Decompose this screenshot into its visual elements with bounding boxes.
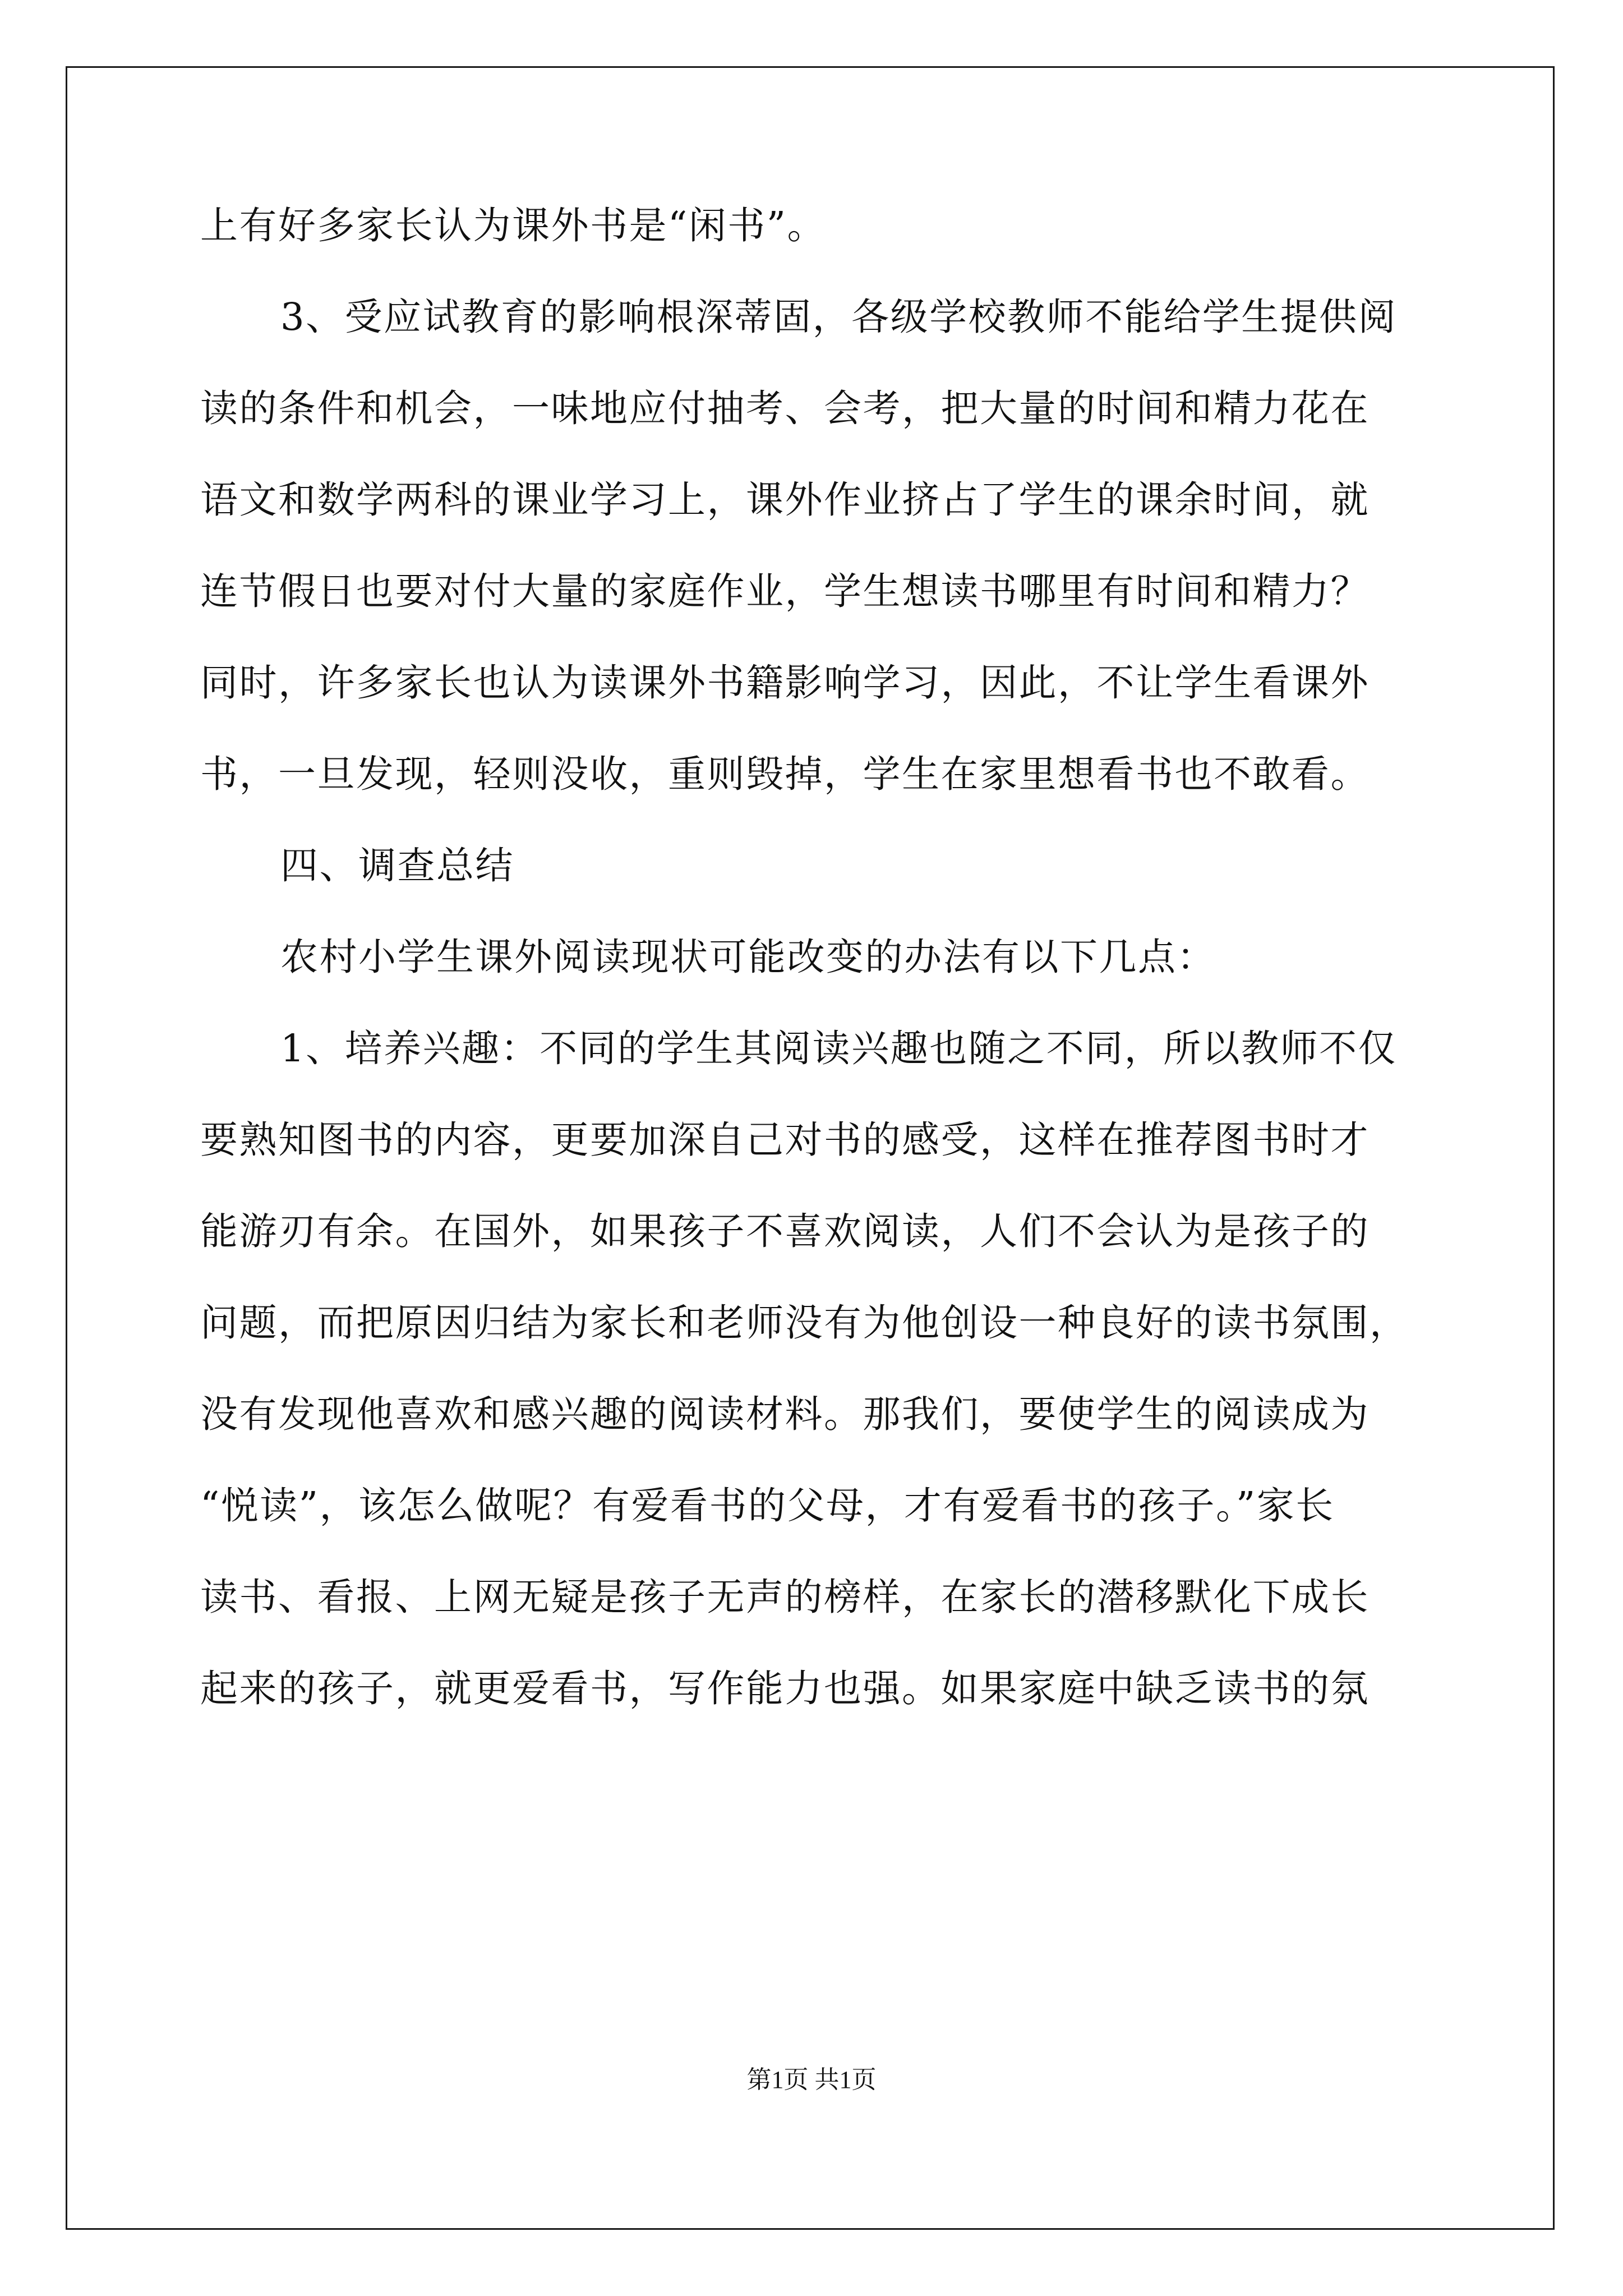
paragraph-line: 要熟知图书的内容，更要加深自己对书的感受，这样在推荐图书时才 (200, 1118, 1370, 1162)
paragraph-line: 上有好多家长认为课外书是“闲书”。 (200, 204, 827, 247)
paragraph-line: 起来的孩子，就更爱看书，写作能力也强。如果家庭中缺乏读书的氛 (200, 1667, 1370, 1710)
section-heading: 四、调查总结 (280, 844, 514, 887)
paragraph-line: 问题，而把原因归结为家长和老师没有为他创设一种良好的读书氛围， (200, 1301, 1409, 1345)
paragraph-line: “悦读”，该怎么做呢？有爱看书的父母，才有爱看书的孩子。”家长 (200, 1484, 1335, 1527)
paragraph-line: 同时，许多家长也认为读课外书籍影响学习，因此，不让学生看课外 (200, 661, 1370, 705)
paragraph-line: 读书、看报、上网无疑是孩子无声的榜样，在家长的潜移默化下成长 (200, 1575, 1370, 1619)
paragraph-line: 3、受应试教育的影响根深蒂固，各级学校教师不能给学生提供阅 (280, 295, 1398, 339)
paragraph-line: 书，一旦发现，轻则没收，重则毁掉，学生在家里想看书也不敢看。 (200, 752, 1370, 796)
paragraph-line: 能游刃有余。在国外，如果孩子不喜欢阅读，人们不会认为是孩子的 (200, 1209, 1370, 1253)
page-footer: 第1页 共1页 (746, 2066, 877, 2093)
paragraph-line: 读的条件和机会，一味地应付抽考、会考，把大量的时间和精力花在 (200, 386, 1370, 430)
paragraph-line: 农村小学生课外阅读现状可能改变的办法有以下几点： (280, 935, 1216, 979)
paragraph-line: 1、培养兴趣：不同的学生其阅读兴趣也随之不同，所以教师不仅 (280, 1027, 1398, 1070)
paragraph-line: 没有发现他喜欢和感兴趣的阅读材料。那我们，要使学生的阅读成为 (200, 1392, 1370, 1436)
paragraph-line: 连节假日也要对付大量的家庭作业，学生想读书哪里有时间和精力？ (200, 569, 1370, 613)
paragraph-line: 语文和数学两科的课业学习上，课外作业挤占了学生的课余时间，就 (200, 478, 1370, 522)
